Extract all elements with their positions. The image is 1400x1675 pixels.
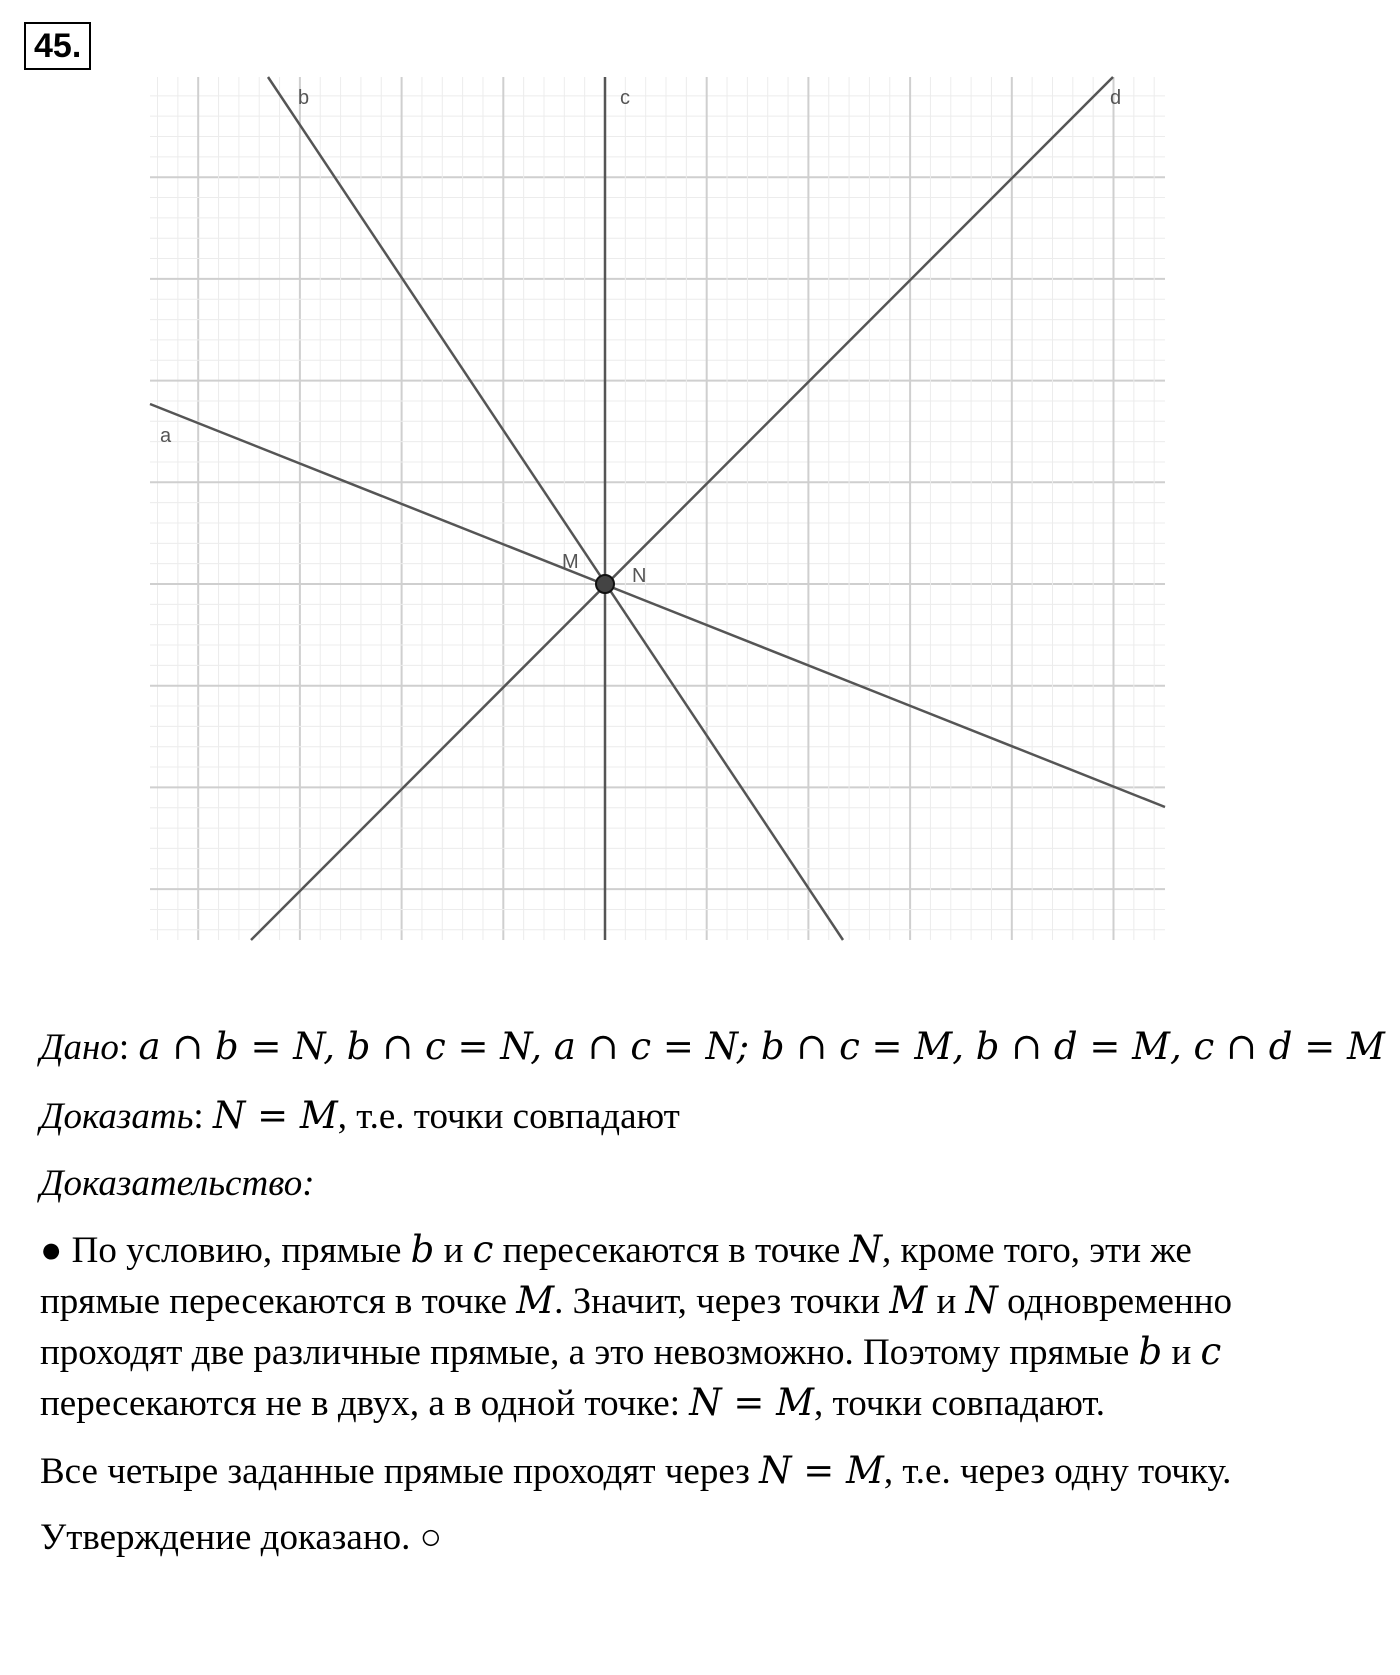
labels xyxy=(160,87,1121,587)
proof-line-2: прямые пересекаются в точке M. Значит, через точки M и N одновременно xyxy=(40,1279,1233,1322)
proof-line-4: пересекаются не в двух, а в одной точке: N = M, точки совпадают. xyxy=(40,1381,1106,1424)
point-label-n: N xyxy=(632,565,647,587)
proof-line-3: проходят две различные прямые, а это невозможно. Поэтому прямые b и c xyxy=(40,1330,1222,1373)
line-label-a: a xyxy=(160,425,172,447)
line-label-c: c xyxy=(620,87,630,109)
given-line: Дано: a ∩ b = N, b ∩ c = N, a ∩ c = N; b ∩ c = M, b ∩ d = M, c ∩ d = M xyxy=(40,1025,1385,1068)
grid xyxy=(150,77,1165,940)
given-expression: a ∩ b = N, b ∩ c = N, a ∩ c = N; b ∩ c = M, b ∩ d = M, c ∩ d = M xyxy=(138,1025,1385,1068)
proved-line: Утверждение доказано. ○ xyxy=(40,1517,442,1558)
proof-title: Доказательство: xyxy=(40,1163,315,1204)
proof-line-1: ● По условию, прямые b и c пересекаются в точке N, кроме того, эти же xyxy=(40,1228,1192,1271)
line-b xyxy=(268,77,843,940)
line-label-b: b xyxy=(298,87,310,109)
prove-line: Доказать: N = M, т.е. точки совпадают xyxy=(40,1094,680,1137)
problem-number: 45. xyxy=(24,22,91,70)
point-label-m: M xyxy=(562,551,579,573)
intersection-point xyxy=(596,575,614,593)
line-label-d: d xyxy=(1110,87,1122,109)
prove-expression: N = M xyxy=(212,1094,338,1137)
conclusion-line: Все четыре заданные прямые проходят через N = M, т.е. через одну точку. xyxy=(40,1449,1232,1492)
line-d xyxy=(251,77,1113,940)
